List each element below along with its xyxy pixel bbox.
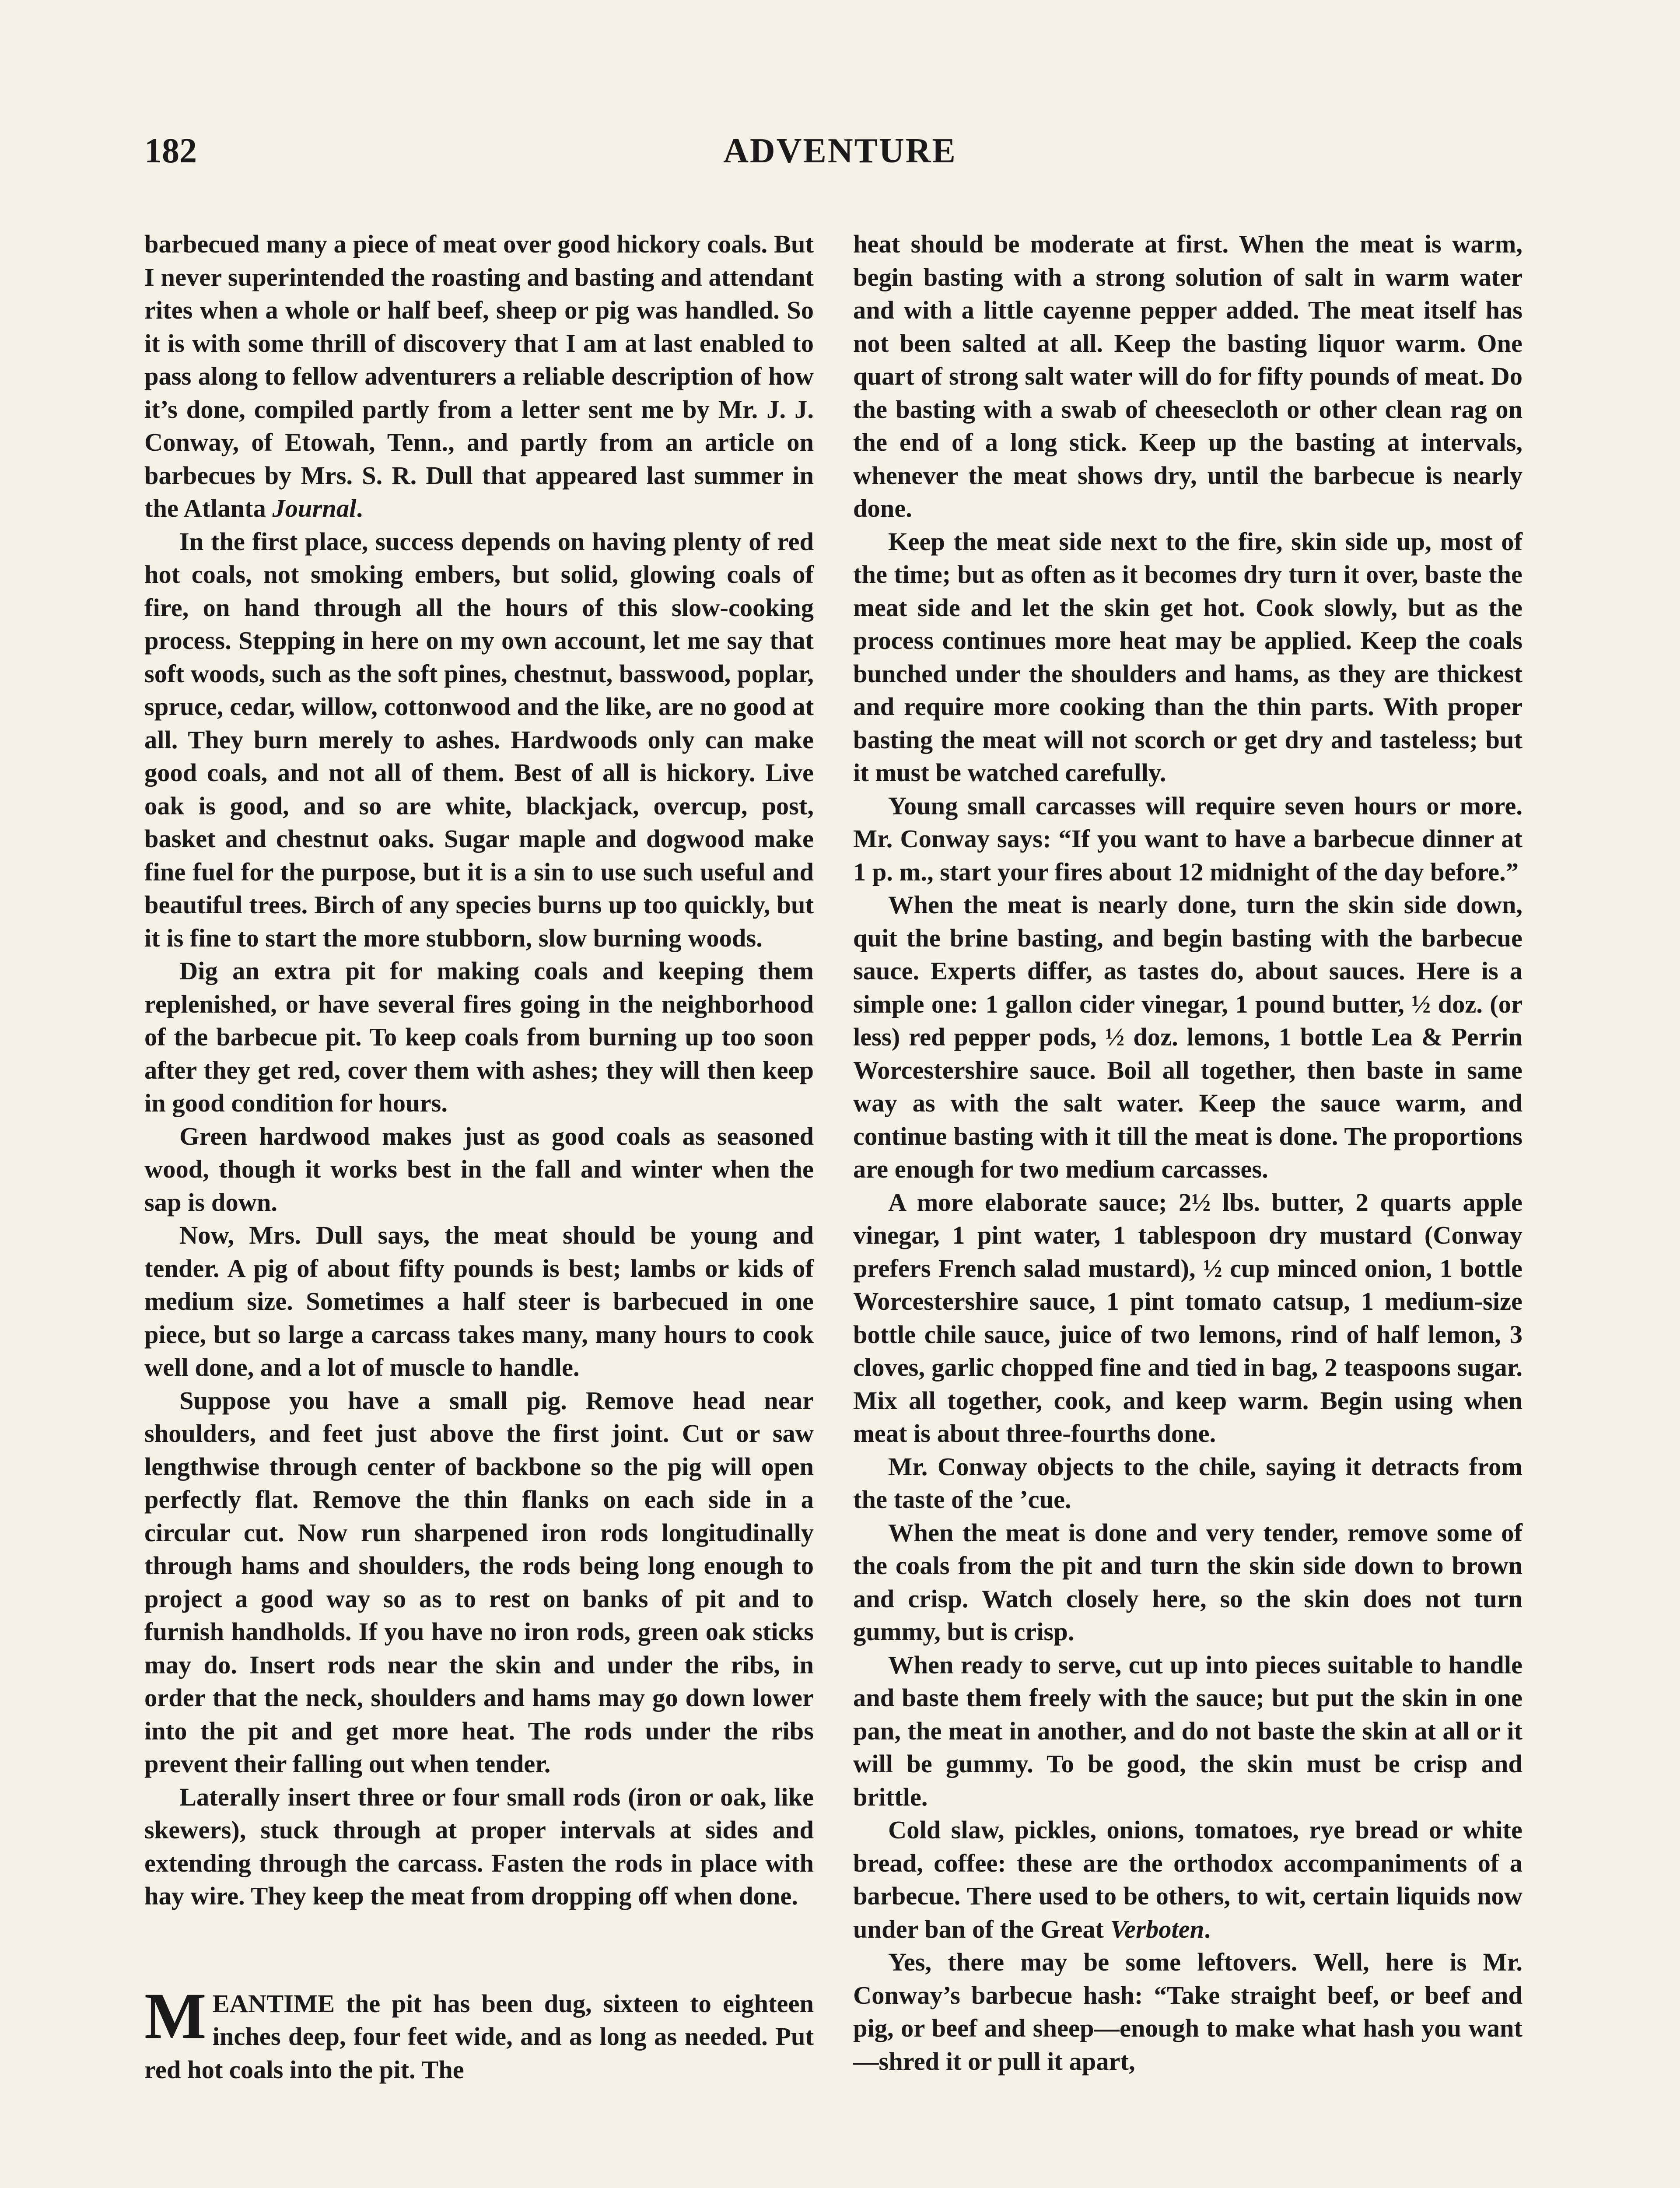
paragraph: heat should be moderate at first. When the meat is warm, begin basting with a strong solution of salt in warm water and with a little cayenne pepper added. The meat itself has not been salted at all. Keep the basting liquor warm. One quart of strong salt water will do for fifty pounds of meat. Do the basting with a swab of cheesecloth or other clean rag on the end of a long stick. Keep up the basting at intervals, whenever the meat shows dry, until the barbecue is nearly done.	[853, 230, 1522, 522]
paragraph: Dig an extra pit for making coals and keeping them replenished, or have several fires going in the neighborhood of the barbecue pit. To keep coals from burning up too soon after they get red, cover them with ashes; they will then keep in good condition for hours.	[144, 957, 814, 1117]
paragraph-dropcap: MEANTIME the pit has been dug, sixteen to eighteen inches deep, four feet wide, and as long as needed. Put red hot coals into the pit. The	[144, 1979, 814, 2084]
paragraph: Suppose you have a small pig. Remove head near shoulders, and feet just above the first joint. Cut or saw lengthwise through center of backbone so the pig will open perfectly flat. Remove the thin flanks on each side in a circular cut. Now run sharpened iron rods longitudinally through hams and shoulders, the rods being long enough to project a good way so as to rest on banks of pit and to furnish handholds. If you have no iron rods, green oak sticks may do. Insert rods near the skin and under the ribs, in order that the neck, shoulders and hams may go down lower into the pit and get more heat. The rods under the ribs prevent their falling out when tender.	[144, 1386, 814, 1778]
paragraph: Now, Mrs. Dull says, the meat should be young and tender. A pig of about fifty pounds is best; lambs or kids of medium size. Sometimes a half steer is barbecued in one piece, but so large a carcass takes many, many hours to cook well done, and a lot of muscle to handle.	[144, 1221, 814, 1382]
paragraph: Green hardwood makes just as good coals as seasoned wood, though it works best in the fall and winter when the sap is down.	[144, 1122, 814, 1217]
paragraph: When the meat is nearly done, turn the skin side down, quit the brine basting, and begin basting with the barbecue sauce. Experts differ, as tastes do, about sauces. Here is a simple one: 1 gallon cider vinegar, 1 pound butter, ½ doz. (or less) red pepper pods, ½ doz. lemons, 1 bottle Lea & Perrin Worcestershire sauce. Boil all together, then baste in same way as with the salt water. Keep the sauce warm, and continue basting with it till the meat is done. The proportions are enough for two medium carcasses.	[853, 891, 1522, 1183]
page-number: 182	[144, 132, 197, 170]
section-break	[144, 1913, 814, 1987]
paragraph: When ready to serve, cut up into pieces suitable to handle and baste them freely with the sauce; but put the skin in one pan, the meat in another, and do not baste the skin at all or it will be gummy. To be good, the skin must be crisp and brittle.	[853, 1650, 1522, 1811]
paragraph: In the first place, success depends on having plenty of red hot coals, not smoking embers, but solid, glowing coals of fire, on hand through all the hours of this slow-cooking process. Stepping in here on my own account, let me say that soft woods, such as the soft pines, chestnut, basswood, poplar, spruce, cedar, willow, cottonwood and the like, are no good at all. They burn merely to ashes. Hardwoods only can make good coals, and not all of them. Best of all is hickory. Live oak is good, and so are white, blackjack, overcup, post, basket and chestnut oaks. Sugar maple and dogwood make fine fuel for the purpose, but it is a sin to use such useful and beautiful trees. Birch of any species burns up too quickly, but it is fine to start the more stubborn, slow burning woods.	[144, 527, 814, 952]
page-header	[144, 131, 1536, 193]
paragraph: Young small carcasses will require seven hours or more. Mr. Conway says: “If you want to have a barbecue dinner at 1 p. m., start your fires about 12 midnight of the day before.”	[853, 791, 1522, 886]
paragraph: barbecued many a piece of meat over good hickory coals. But I never superintended the roasting and basting and attendant rites when a whole or half beef, sheep or pig was handled. So it is with some thrill of discovery that I am at last enabled to pass along to fellow adventurers a reliable description of how it’s done, compiled partly from a letter sent me by Mr. J. J. Conway, of Etowah, Tenn., and partly from an article on barbecues by Mrs. S. R. Dull that appeared last summer in the Atlanta Journal.	[144, 230, 814, 522]
paragraph: Mr. Conway objects to the chile, saying it detracts from the taste of the ’cue.	[853, 1452, 1522, 1514]
paragraph: Keep the meat side next to the fire, skin side up, most of the time; but as often as it becomes dry turn it over, baste the meat side and let the skin get hot. Cook slowly, but as the process continues more heat may be applied. Keep the coals bunched under the shoulders and hams, as they are thickest and require more cooking than the thin parts. With proper basting the meat will not scorch or get dry and tasteless; but it must be watched carefully.	[853, 527, 1522, 787]
left-column	[144, 228, 814, 2086]
paragraph: A more elaborate sauce; 2½ lbs. butter, 2 quarts apple vinegar, 1 pint water, 1 tablespoon dry mustard (Conway prefers French salad mustard), ½ cup minced onion, 1 bottle Worcestershire sauce, 1 pint tomato catsup, 1 medium-size bottle chile sauce, juice of two lemons, rind of half lemon, 3 cloves, garlic chopped fine and tied in bag, 2 teaspoons sugar. Mix all together, cook, and keep warm. Begin using when meat is about three-fourths done.	[853, 1188, 1522, 1448]
running-head: ADVENTURE	[723, 132, 957, 170]
paragraph: When the meat is done and very tender, remove some of the coals from the pit and turn the skin side down to brown and crisp. Watch closely here, so the skin does not turn gummy, but is crisp.	[853, 1518, 1522, 1646]
right-column	[853, 228, 1522, 2078]
paragraph: Yes, there may be some leftovers. Well, here is Mr. Conway’s barbecue hash: “Take straight beef, or beef and pig, or beef and sheep—enough to make what hash you want—shred it or pull it apart,	[853, 1948, 1522, 2076]
paragraph: Cold slaw, pickles, onions, tomatoes, rye bread or white bread, coffee: these are the orthodox accompaniments of a barbecue. There used to be others, to wit, certain liquids now under ban of the Great Verboten.	[853, 1816, 1522, 1943]
drop-cap: M	[144, 1979, 206, 2052]
paragraph: Laterally insert three or four small rods (iron or oak, like skewers), stuck through at proper intervals at sides and extending through the carcass. Fasten the rods in place with hay wire. They keep the meat from dropping off when done.	[144, 1782, 814, 1910]
